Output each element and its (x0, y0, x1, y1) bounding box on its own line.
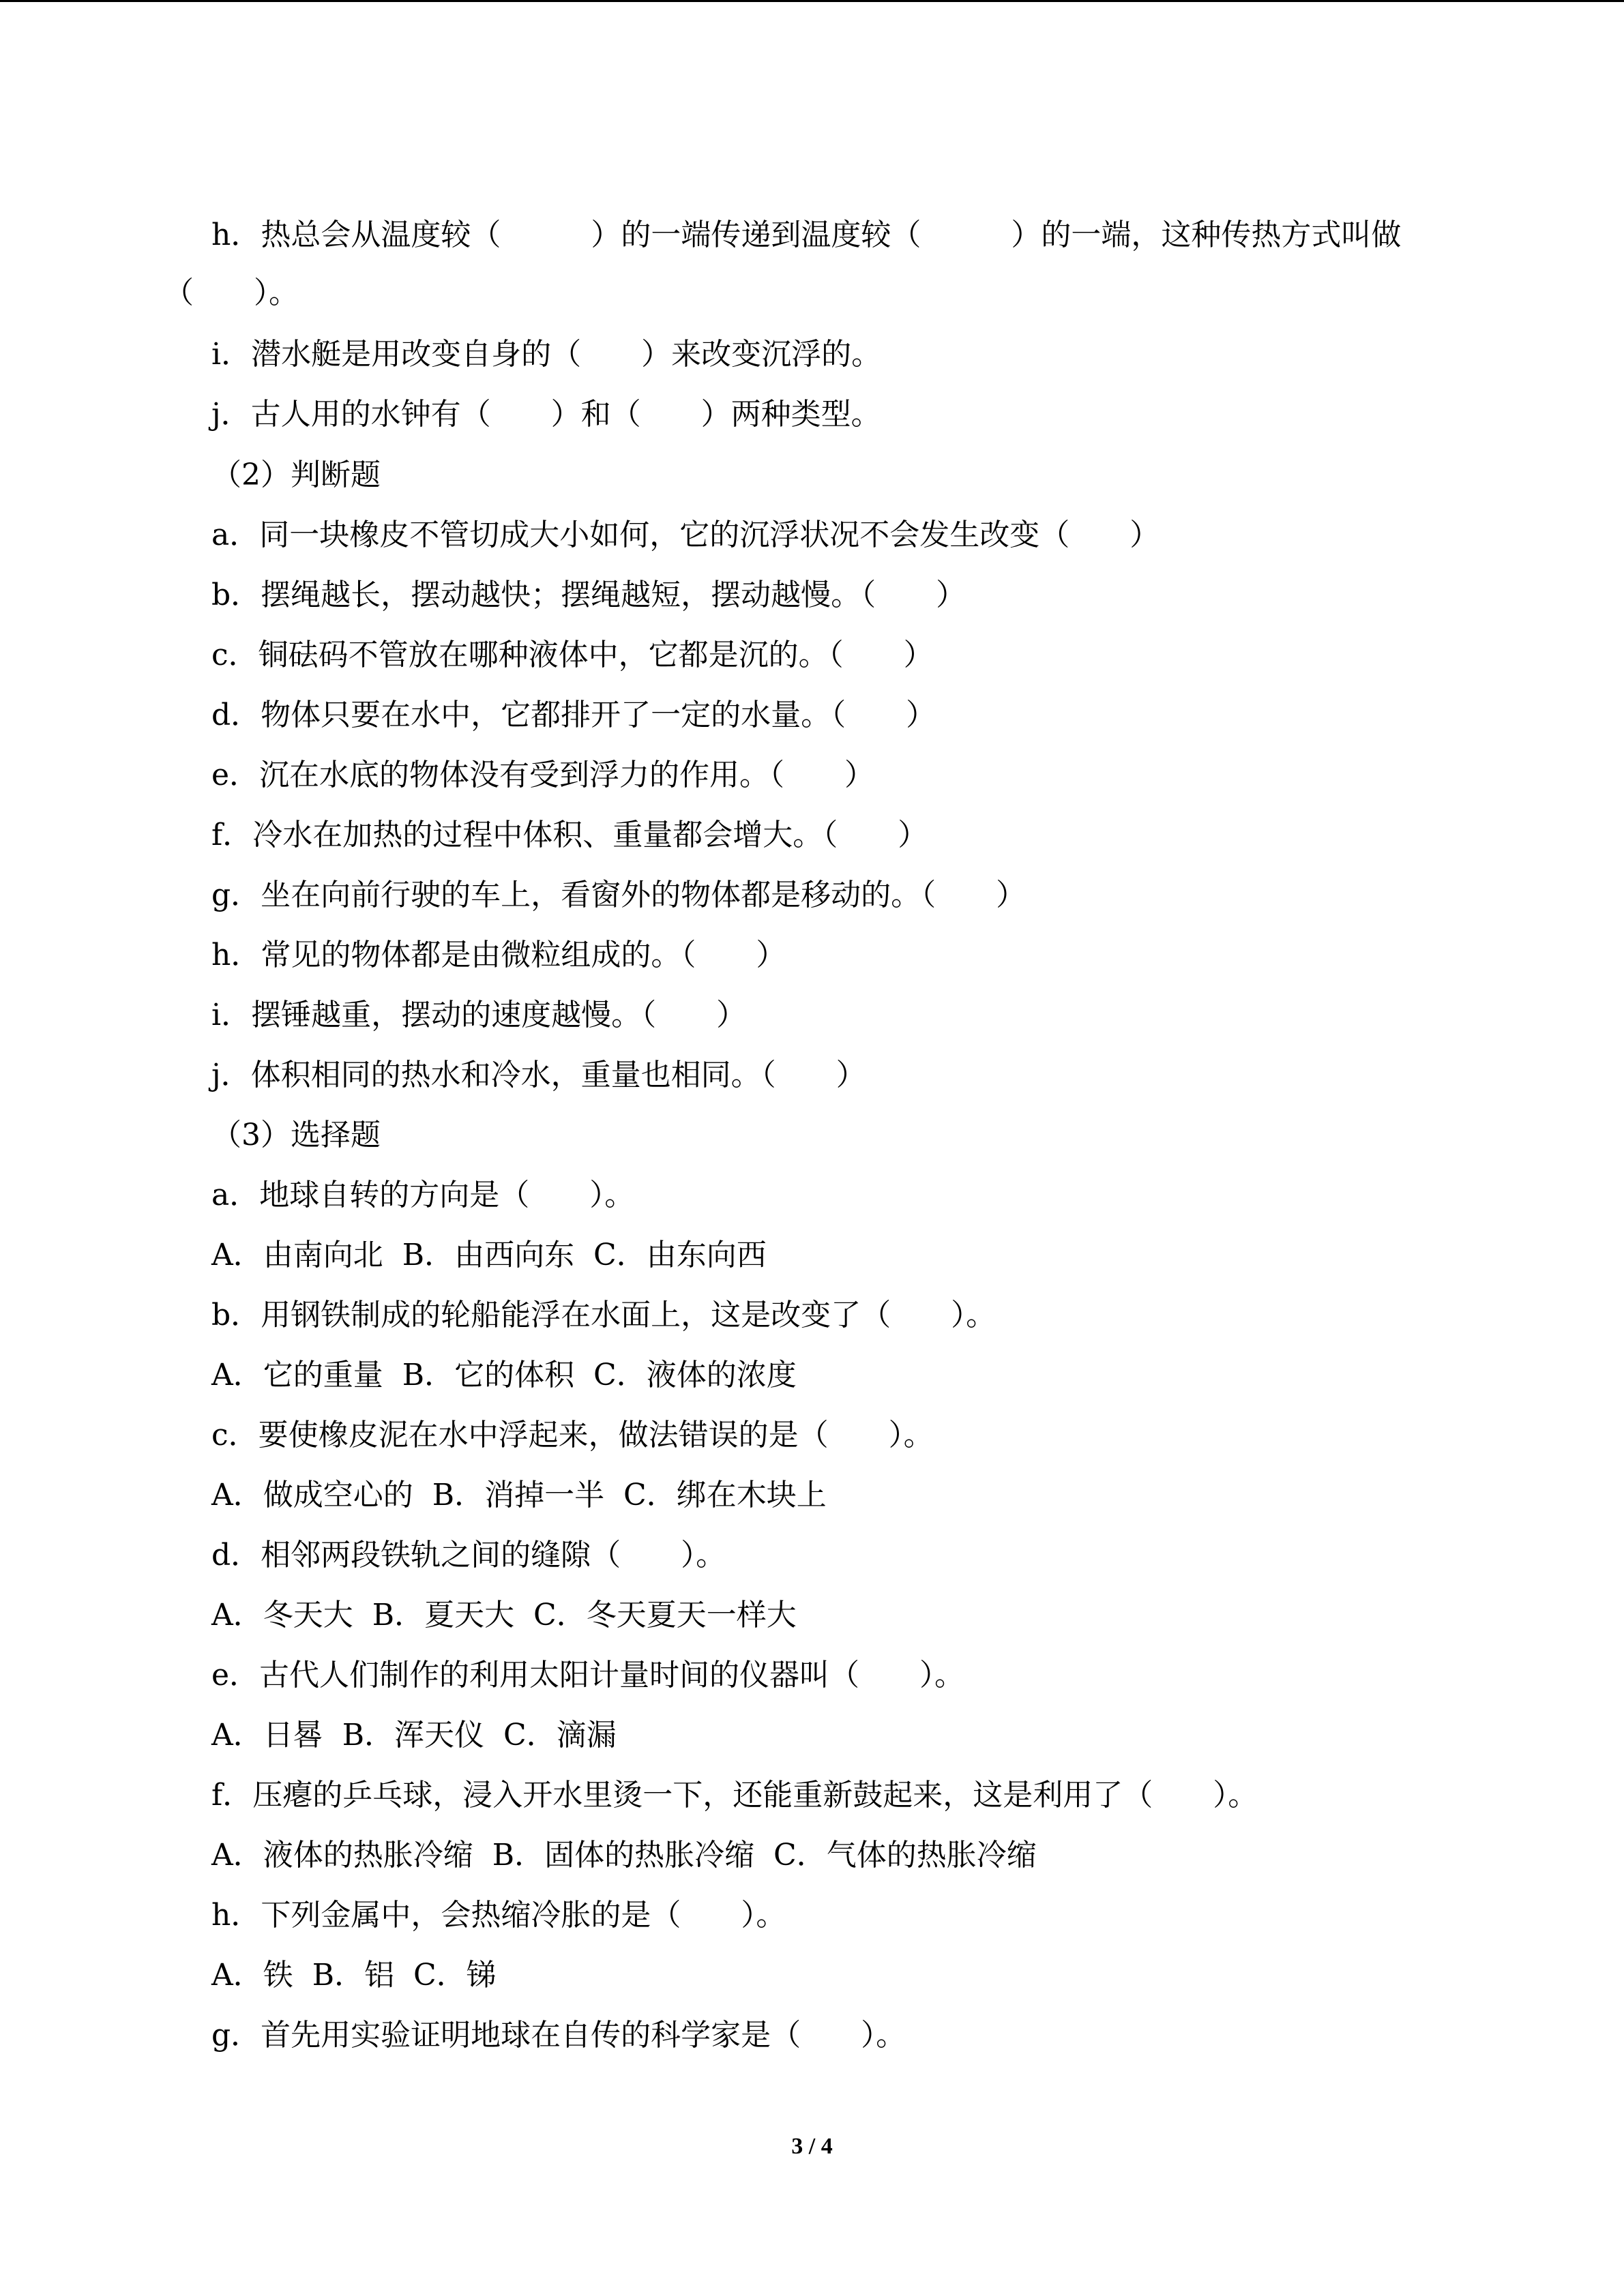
choice-options-b: A．它的重量 B．它的体积 C．液体的浓度 (211, 1358, 797, 1392)
judgement-item-e: e．沉在水底的物体没有受到浮力的作用。（ ） (211, 758, 875, 792)
judgement-item-a: a．同一块橡皮不管切成大小如何，它的沉浮状况不会发生改变（ ） (211, 518, 1160, 552)
judgement-item-f: f．冷水在加热的过程中体积、重量都会增大。（ ） (211, 818, 928, 852)
judgement-item-c: c．铜砝码不管放在哪种液体中，它都是沉的。（ ） (211, 638, 934, 672)
question-fill-h-continued: （ ）。 (164, 275, 299, 310)
judgement-item-d: d．物体只要在水中，它都排开了一定的水量。（ ） (211, 698, 936, 732)
question-fill-i: i．潜水艇是用改变自身的（ ）来改变沉浮的。 (211, 337, 882, 372)
choice-options-e: A．日晷 B．浑天仪 C．滴漏 (211, 1718, 617, 1753)
question-fill-j: j．古人用的水钟有（ ）和（ ）两种类型。 (211, 397, 881, 432)
judgement-item-g: g．坐在向前行驶的车上，看窗外的物体都是移动的。（ ） (211, 878, 1027, 912)
choice-question-d: d．相邻两段铁轨之间的缝隙（ ）。 (211, 1538, 726, 1572)
judgement-item-b: b．摆绳越长，摆动越快；摆绳越短，摆动越慢。（ ） (211, 578, 966, 612)
choice-question-c: c．要使橡皮泥在水中浮起来，做法错误的是（ ）。 (211, 1418, 934, 1452)
choice-options-c: A．做成空心的 B．消掉一半 C．绑在木块上 (211, 1478, 827, 1512)
page-number: 3 / 4 (791, 2134, 833, 2159)
choice-options-h: A．铁 B．铝 C．锑 (211, 1958, 497, 1993)
choice-question-a: a．地球自转的方向是（ ）。 (211, 1178, 635, 1212)
judgement-item-i: i．摆锤越重，摆动的速度越慢。（ ） (211, 998, 747, 1032)
choice-options-f: A．液体的热胀冷缩 B．固体的热胀冷缩 C．气体的热胀冷缩 (211, 1838, 1037, 1873)
choice-options-a: A．由南向北 B．由西向东 C．由东向西 (211, 1238, 767, 1272)
section-heading-choice: （3）选择题 (211, 1118, 381, 1152)
choice-question-b: b．用钢铁制成的轮船能浮在水面上，这是改变了（ ）。 (211, 1298, 996, 1332)
judgement-item-h: h．常见的物体都是由微粒组成的。（ ） (211, 938, 786, 972)
section-heading-judgement: （2）判断题 (211, 458, 381, 492)
choice-question-e: e．古代人们制作的利用太阳计量时间的仪器叫（ ）。 (211, 1658, 965, 1693)
choice-question-f: f．压瘪的乒乓球，浸入开水里烫一下，还能重新鼓起来，这是利用了（ ）。 (211, 1778, 1258, 1813)
choice-question-h: h．下列金属中，会热缩冷胀的是（ ）。 (211, 1898, 786, 1933)
choice-options-d: A．冬天大 B．夏天大 C．冬天夏天一样大 (211, 1598, 797, 1632)
question-fill-h: h．热总会从温度较（ ）的一端传递到温度较（ ）的一端，这种传热方式叫做 (211, 218, 1402, 252)
judgement-item-j: j．体积相同的热水和冷水，重量也相同。（ ） (211, 1058, 866, 1092)
choice-question-g: g．首先用实验证明地球在自传的科学家是（ ）。 (211, 2018, 906, 2053)
